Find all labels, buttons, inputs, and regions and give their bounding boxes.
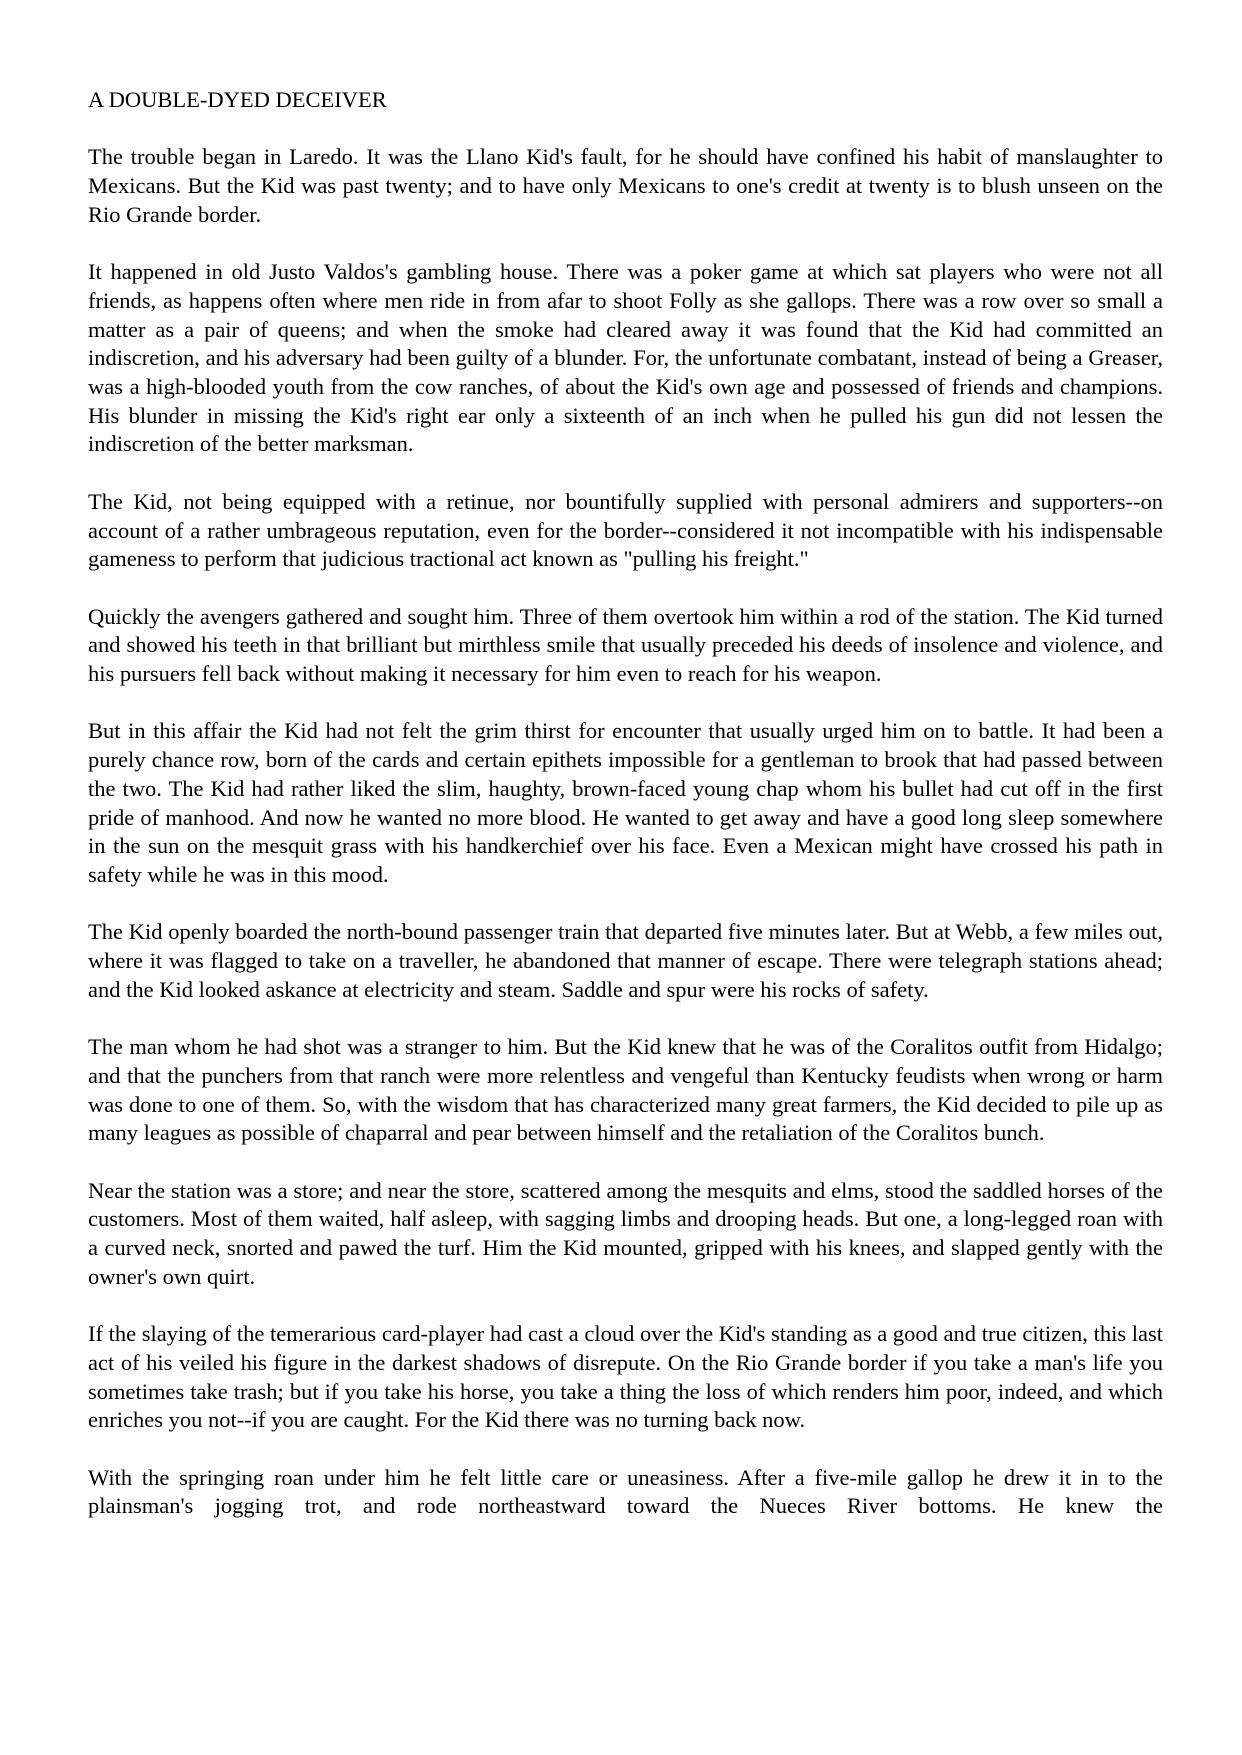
paragraph: With the springing roan under him he felt little care or uneasiness. After a five-mile gallop he drew it in to the plainsman's jogging trot, and rode northeastward toward the Nueces River bottoms. He knew the [88,1464,1163,1519]
document-page [88,86,1163,1550]
paragraph: It happened in old Justo Valdos's gambling house. There was a poker game at which sat players who were not all friends, as happens often where men ride in from afar to shoot Folly as she gallops. There was a row over so small a matter as a pair of queens; and when the smoke had cleared away it was found that the Kid had committed an indiscretion, and his adversary had been guilty of a blunder. For, the unfortunate combatant, instead of being a Greaser, was a high-blooded youth from the cow ranches, of about the Kid's own age and possessed of friends and champions. His blunder in missing the Kid's right ear only a sixteenth of an inch when he pulled his gun did not lessen the indiscretion of the better marksman. [88,259,1163,457]
paragraph: Near the station was a store; and near the store, scattered among the mesquits and elms, stood the saddled horses of the customers. Most of them waited, half asleep, with sagging limbs and drooping heads. But one, a long-legged roan with a curved neck, snorted and pawed the turf. Him the Kid mounted, gripped with his knees, and slapped gently with the owner's own quirt. [88,1177,1163,1289]
paragraph: The Kid openly boarded the north-bound passenger train that departed five minutes later. But at Webb, a few miles out, where it was flagged to take on a traveller, he abandoned that manner of escape. There were telegraph stations ahead; and the Kid looked askance at electricity and steam. Saddle and spur were his rocks of safety. [88,919,1163,1002]
paragraph: But in this affair the Kid had not felt the grim thirst for encounter that usually urged him on to battle. It had been a purely chance row, born of the cards and certain epithets impossible for a gentleman to brook that had passed between the two. The Kid had rather liked the slim, haughty, brown-faced young chap whom his bullet had cut off in the first pride of manhood. And now he wanted no more blood. He wanted to get away and have a good long sleep somewhere in the sun on the mesquit grass with his handkerchief over his face. Even a Mexican might have crossed his path in safety while he was in this mood. [88,718,1163,887]
paragraph: Quickly the avengers gathered and sought him. Three of them overtook him within a rod of the station. The Kid turned and showed his teeth in that brilliant but mirthless smile that usually preceded his deeds of insolence and violence, and his pursuers fell back without making it necessary for him even to reach for his weapon. [88,603,1163,686]
paragraph: The trouble began in Laredo. It was the Llano Kid's fault, for he should have confined his habit of manslaughter to Mexicans. But the Kid was past twenty; and to have only Mexicans to one's credit at twenty is to blush unseen on the Rio Grande border. [88,144,1163,227]
paragraph: If the slaying of the temerarious card-player had cast a cloud over the Kid's standing as a good and true citizen, this last act of his veiled his figure in the darkest shadows of disrepute. On the Rio Grande border if you take a man's life you sometimes take trash; but if you take his horse, you take a thing the loss of which renders him poor, indeed, and which enriches you not--if you are caught. For the Kid there was no turning back now. [88,1321,1163,1433]
story-title: A DOUBLE-DYED DECEIVER [88,87,387,112]
paragraph: The Kid, not being equipped with a retinue, nor bountifully supplied with personal admirers and supporters--on account of a rather umbrageous reputation, even for the border--considered it not incompatible with his indispensable gameness to perform that judicious tractional act known as "pulling his freight." [88,488,1163,572]
paragraph: The man whom he had shot was a stranger to him. But the Kid knew that he was of the Coralitos outfit from Hidalgo; and that the punchers from that ranch were more relentless and vengeful than Kentucky feudists when wrong or harm was done to one of them. So, with the wisdom that has characterized many great farmers, the Kid decided to pile up as many leagues as possible of chaparral and pear between himself and the retaliation of the Coralitos bunch. [88,1034,1163,1146]
